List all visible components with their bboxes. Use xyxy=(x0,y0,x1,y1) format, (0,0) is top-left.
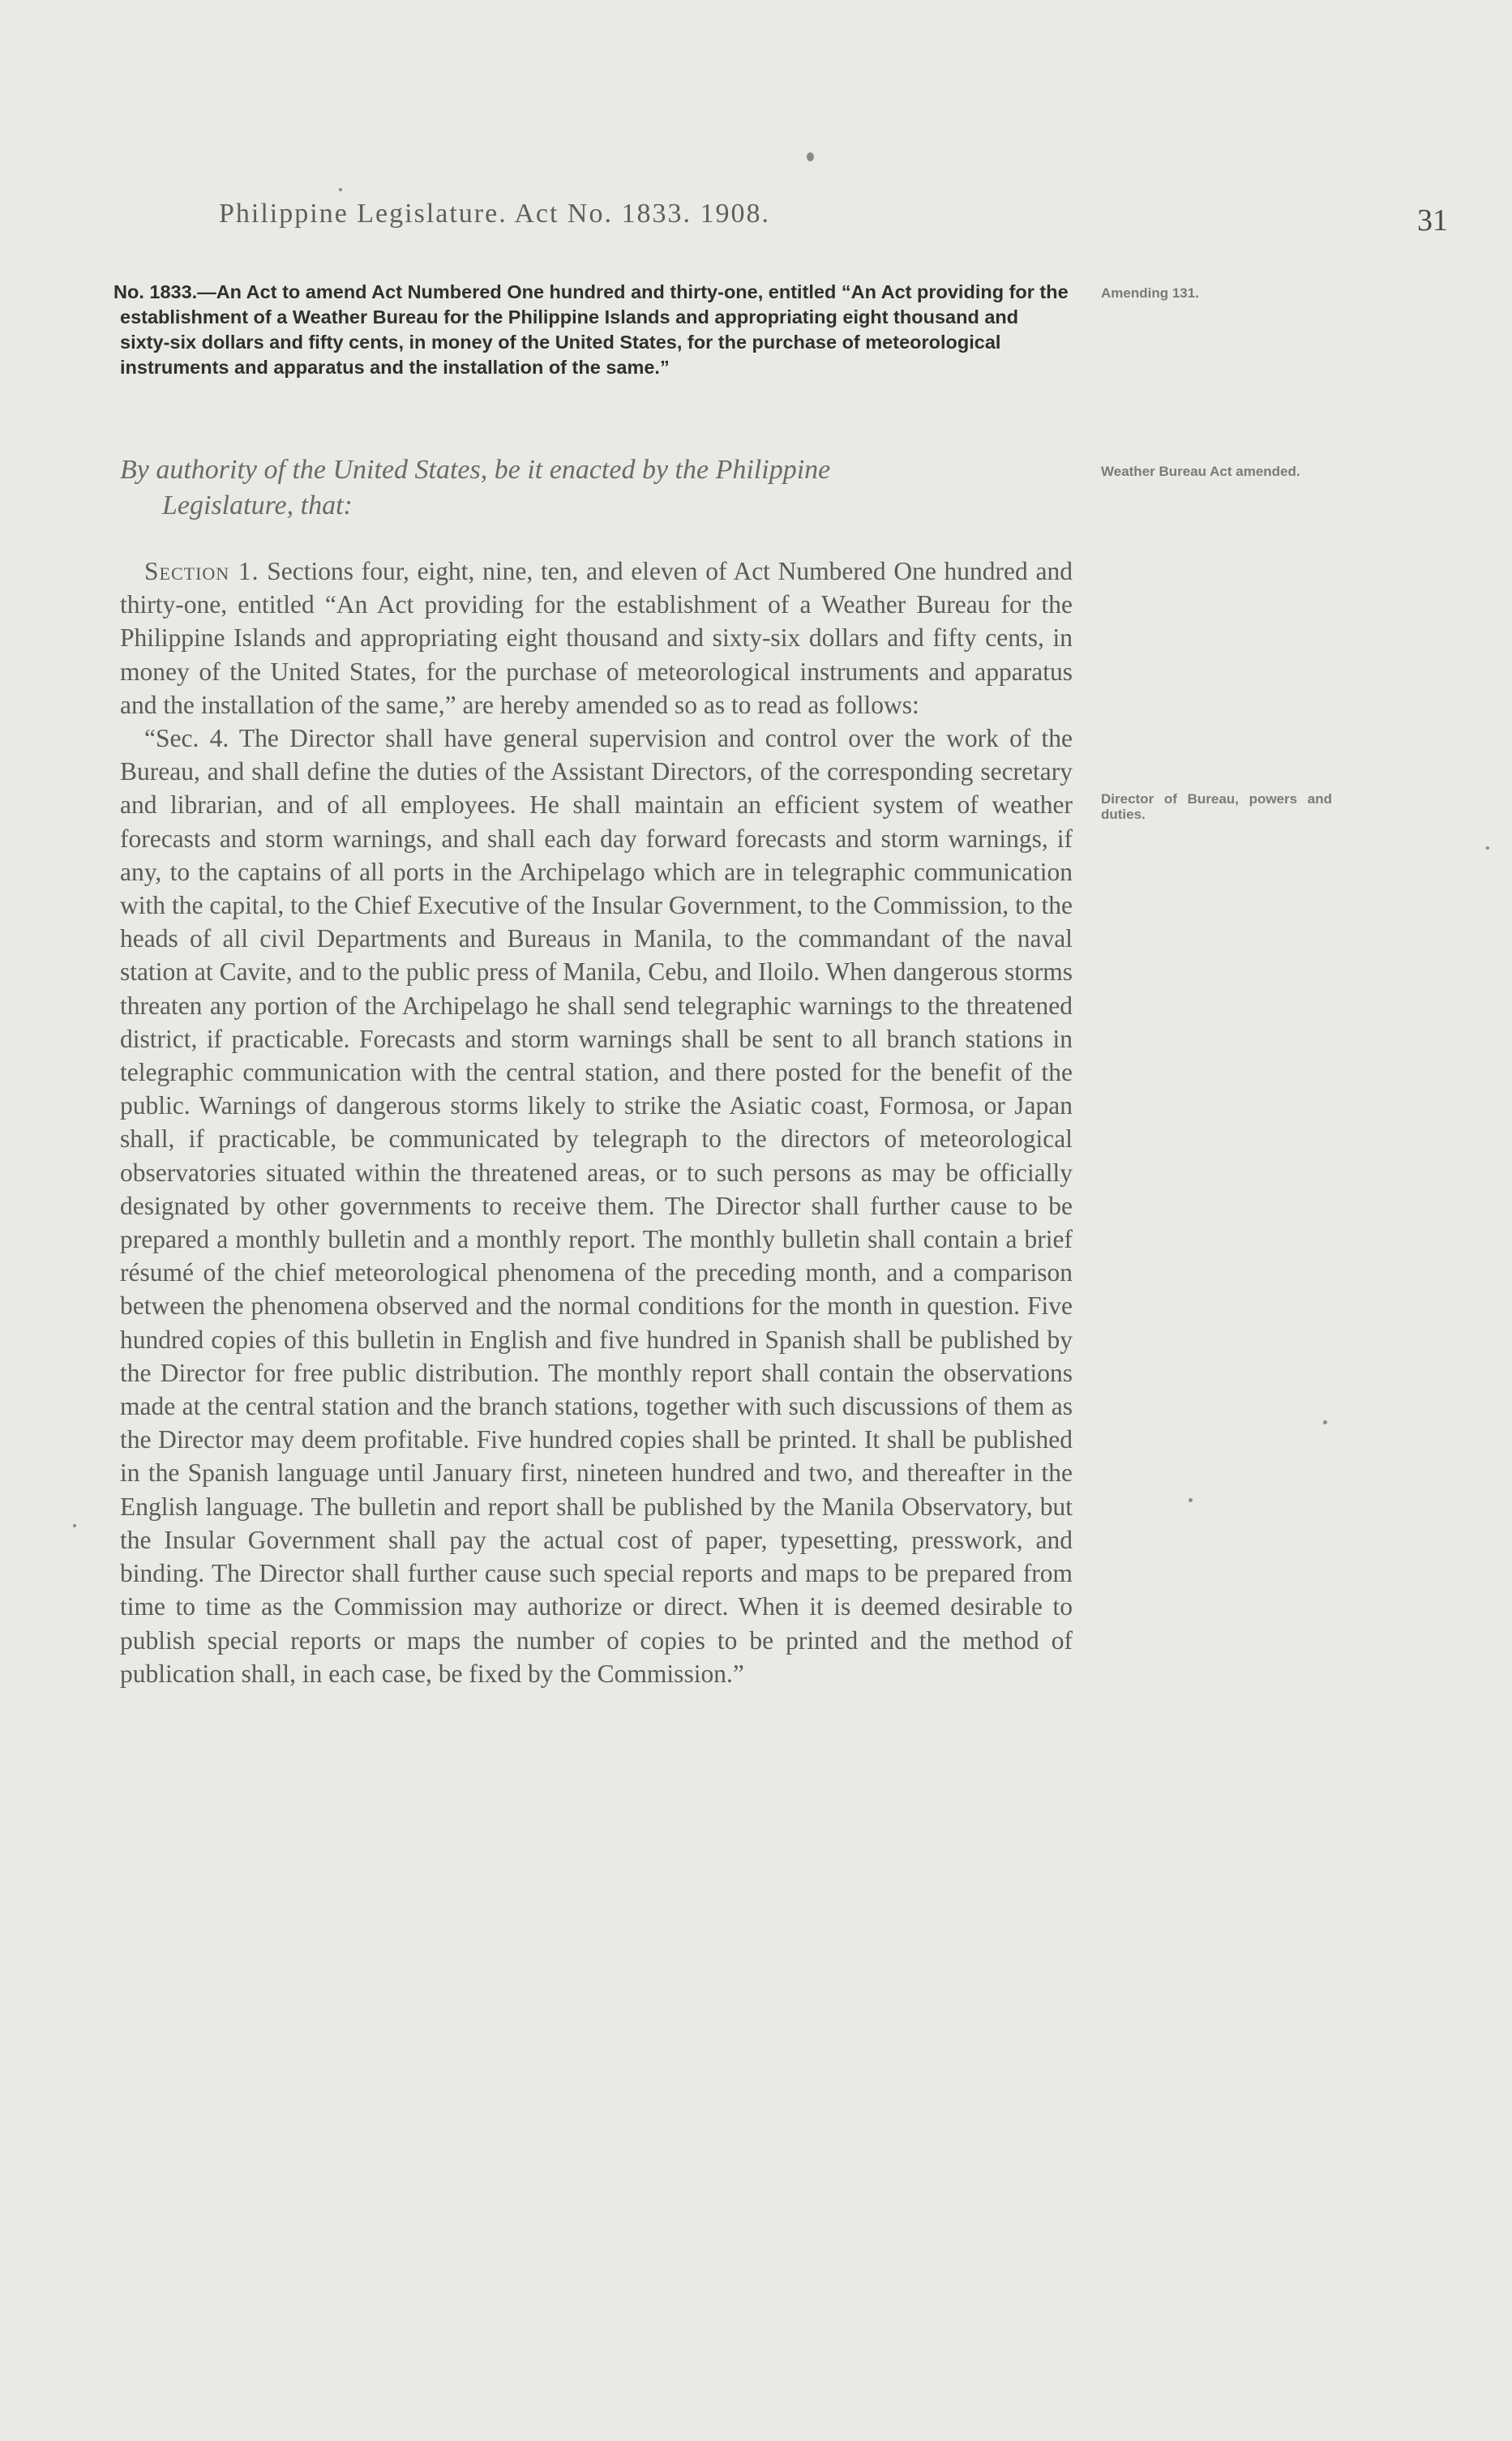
act-title: No. 1833.—An Act to amend Act Numbered One hundred and thirty-one, entitled “An Act providing for the establishment of a Weather Bureau for the Philippine Islands and appropriating eight thousand and sixty-six dollars and fifty cents, in money of the United States, for the purchase of meteorological instruments and apparatus and the installation of the same.” xyxy=(114,281,1069,378)
section-4-label: “Sec. 4. xyxy=(144,724,229,753)
marginal-note-weather-bureau: Weather Bureau Act amended. xyxy=(1101,464,1300,479)
section-1-label: Section 1. xyxy=(144,557,259,585)
dust-speck xyxy=(73,1524,76,1527)
section-1-text: Sections four, eight, nine, ten, and eleven of Act Numbered One hundred and thirty-one, entitled “An Act providing for the establishment of a Weather Bureau for the Philippine Islands and appropriating eight thousand and sixty-six dollars and fifty cents, in money of the United States, for the purchase of meteorological instruments and apparatus and the installation of the same,” are hereby amended so as to read as follows: xyxy=(120,557,1073,719)
dust-speck xyxy=(1486,846,1489,850)
enacting-clause xyxy=(120,452,1069,524)
dust-speck xyxy=(1323,1420,1327,1424)
page-number: 31 xyxy=(1417,203,1448,238)
dust-speck xyxy=(807,152,814,161)
enacting-clause-line1: By authority of the United States, be it enacted by the Philippine xyxy=(120,455,831,485)
dust-speck xyxy=(1189,1498,1193,1502)
act-body xyxy=(120,555,1073,1690)
enacting-clause-line2: Legislature, that: xyxy=(162,490,353,520)
marginal-note-director-duties: Director of Bureau, powers and duties. xyxy=(1101,791,1332,822)
section-1-paragraph xyxy=(120,555,1073,722)
section-4-text: The Director shall have general supervision and control over the work of the Bureau, and shall define the duties of the Assistant Directors, of the corresponding secretary and librarian, and of all employees. He shall maintain an efficient system of weather forecasts and storm warnings, and shall each day forward forecasts and storm warnings, if any, to the captains of all ports in the Archipelago which are in telegraphic communication with the capital, to the Chief Executive of the Insular Government, to the Commission, to the heads of all civil Departments and Bureaus in Manila, to the commandant of the naval station at Cavite, and to the public press of Manila, Cebu, and Iloilo. When dangerous storms threaten any portion of the Archipelago he shall send telegraphic warnings to the threatened district, if practicable. Forecasts and storm warnings shall be sent to all branch stations in telegraphic communication with the central station, and there posted for the benefit of the public. Warnings of dangerous storms likely to strike the Asiatic coast, Formosa, or Japan shall, if practicable, be communicated by telegraph to the directors of meteorological observatories situated within the threatened areas, or to such persons as may be officially designated by other governments to receive them. The Director shall further cause to be prepared a monthly bulletin and a monthly report. The monthly bulletin shall contain a brief résumé of the chief meteorological phenomena of the preceding month, and a comparison between the phenomena observed and the normal conditions for the month in question. Five hundred copies of this bulletin in English and five hundred in Spanish shall be published by the Director for free public distribution. The monthly report shall contain the observations made at the central station and the branch stations, together with such discussions of them as the Director may deem profitable. Five hundred copies shall be printed. It shall be published in the Spanish language until January first, nineteen hundred and two, and thereafter in the English language. The bulletin and report shall be published by the Manila Observatory, but the Insular Government shall pay the actual cost of paper, typesetting, presswork, and binding. The Director shall further cause such special reports and maps to be prepared from time to time as the Commission may authorize or direct. When it is deemed desirable to publish special reports or maps the number of copies to be printed and the method of publication shall, in each case, be fixed by the Commission.” xyxy=(120,724,1073,1688)
section-4-paragraph xyxy=(120,722,1073,1690)
marginal-note-amending: Amending 131. xyxy=(1101,285,1199,301)
running-head: Philippine Legislature. Act No. 1833. 1908. xyxy=(219,199,770,229)
dust-speck xyxy=(339,188,342,191)
